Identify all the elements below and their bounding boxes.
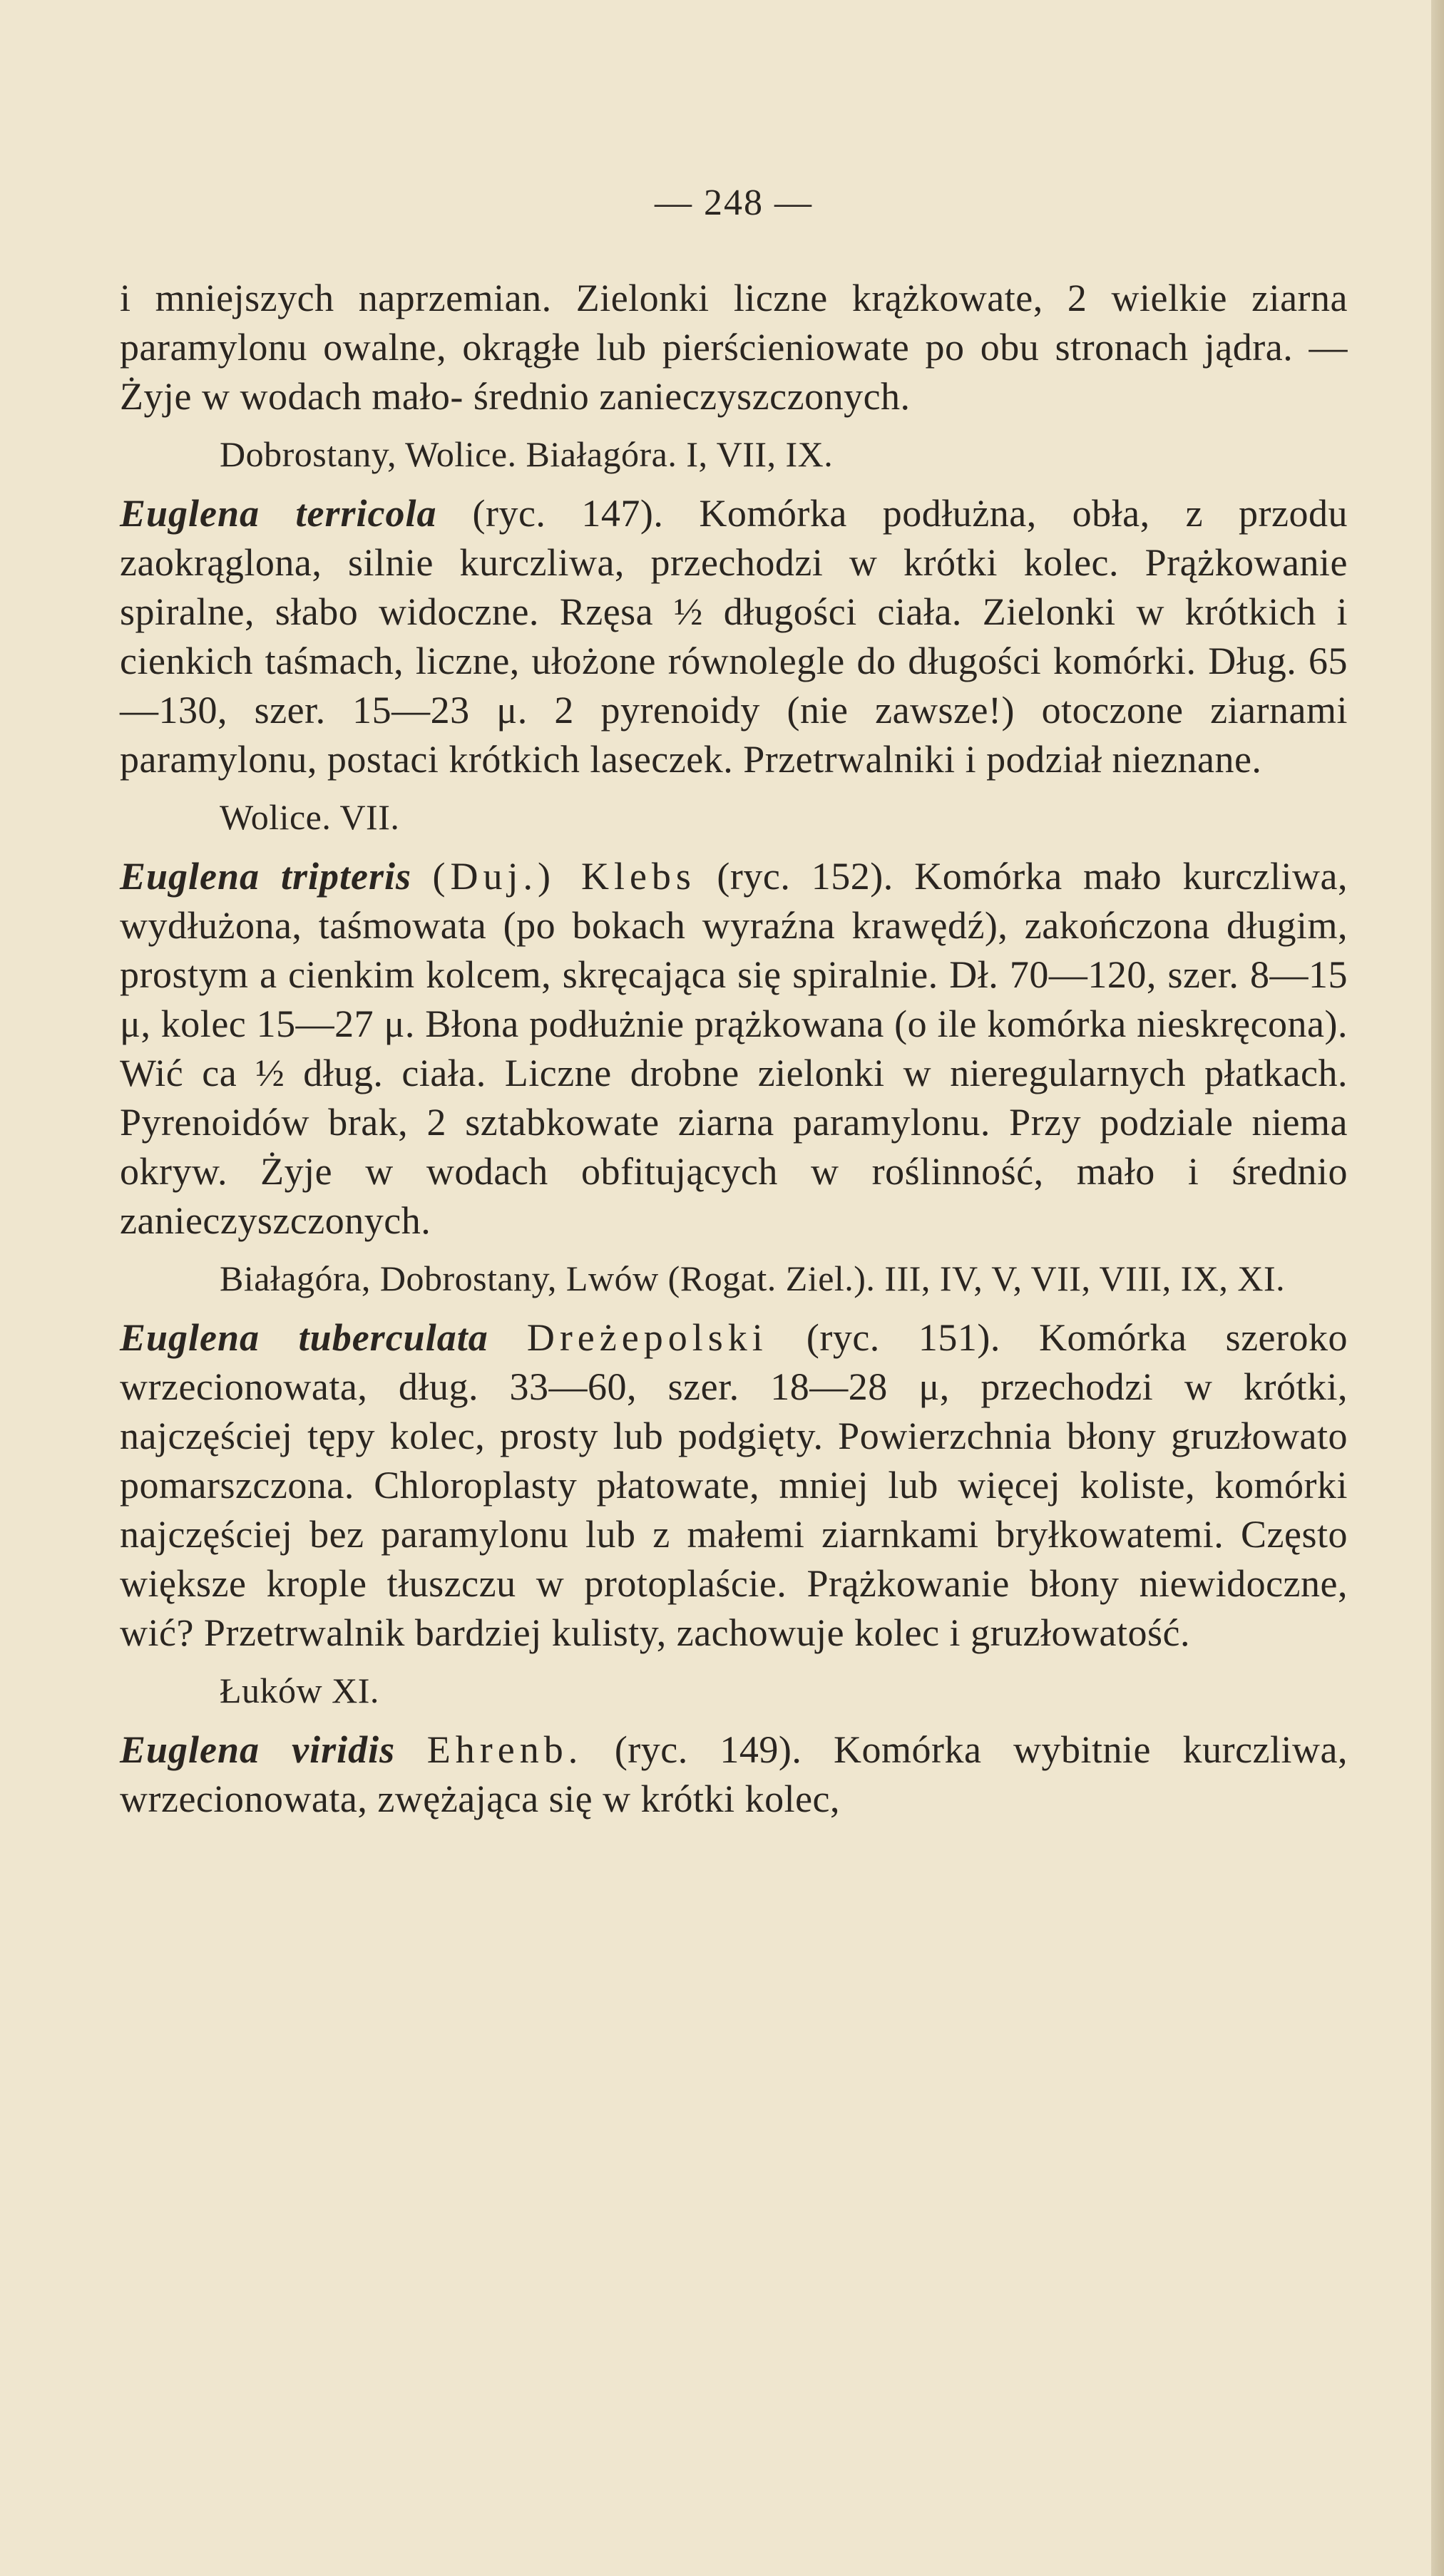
locality-line: Białagóra, Dobrostany, Lwów (Rogat. Ziel.). III, IV, V, VII, VIII, IX, XI. [220, 1258, 1286, 1298]
locality-line: Wolice. VII. [220, 797, 400, 837]
species-name: Euglena tuberculata [120, 1316, 488, 1359]
locality-line: Dobrostany, Wolice. Białagóra. I, VII, IX. [220, 434, 834, 474]
species-author: Ehrenb. [426, 1728, 583, 1771]
species-entry-tuberculata [120, 1313, 1348, 1658]
species-entry-terricola [120, 489, 1348, 784]
species-description: (ryc. 149). Komórka wybitnie kurczliwa, wrzecionowata, zwężająca się w krótki kolec, [120, 1728, 1348, 1820]
paragraph-continuation: i mniejszych naprzemian. Zielonki liczne krążkowate, 2 wielkie ziarna paramylonu owalne, okrągłe lub pierścieniowate po obu stronach jądra. — Żyje w wodach mało- średnio zanieczyszczonych. [120, 277, 1348, 418]
species-description: (ryc. 152). Komórka mało kurczliwa, wydłużona, taśmowata (po bokach wyraźna krawędź), zakończona długim, prostym a cienkim kolcem, skręcająca się spiralnie. Dł. 70—120, szer. 8—15 μ, kolec 15—27 μ. Błona podłużnie prążkowana (o ile komórka nieskręcona). Wić ca ½ dług. ciała. Liczne drobne zielonki w nieregularnych płatkach. Pyrenoidów brak, 2 sztabkowate ziarna paramylonu. Przy podziale niema okryw. Żyje w wodach obfitujących w roślinność, mało i średnio zanieczyszczonych. [120, 855, 1348, 1242]
species-entry-tripteris [120, 852, 1348, 1246]
species-description: (ryc. 147). Komórka podłużna, obła, z przodu zaokrąglona, silnie kurczliwa, przechodzi w krótki kolec. Prążkowanie spiralne, słabo widoczne. Rzęsa ½ długości ciała. Zielonki w krótkich i cienkich taśmach, liczne, ułożone równolegle do długości komórki. Dług. 65—130, szer. 15—23 μ. 2 pyrenoidy (nie zawsze!) otoczone ziarnami paramylonu, postaci krótkich laseczek. Przetrwalniki i podział nieznane. [120, 492, 1348, 781]
species-name: Euglena viridis [120, 1728, 396, 1771]
text-column [120, 182, 1348, 1824]
species-name: Euglena tripteris [120, 855, 412, 898]
species-entry-viridis [120, 1725, 1348, 1824]
species-description: (ryc. 151). Komórka szeroko wrzecionowata, dług. 33—60, szer. 18—28 μ, przechodzi w krótki, najczęściej tępy kolec, prosty lub podgięty. Powierzchnia błony gruzłowato pomarszczona. Chloroplasty płatowate, mniej lub więcej koliste, komórki najczęściej bez paramylonu lub z małemi ziarnkami bryłkowatemi. Często większe krople tłuszczu w protoplaście. Prążkowanie błony niewidoczne, wić? Przetrwalnik bardziej kulisty, zachowuje kolec i gruzłowatość. [120, 1316, 1348, 1654]
species-author: Dreżepolski [526, 1316, 768, 1359]
page-edge [1431, 0, 1444, 2576]
locality-line: Łuków XI. [220, 1671, 379, 1710]
species-name: Euglena terricola [120, 492, 437, 535]
species-author: (Duj.) Klebs [432, 855, 696, 898]
page-number: — 248 — [655, 183, 813, 223]
